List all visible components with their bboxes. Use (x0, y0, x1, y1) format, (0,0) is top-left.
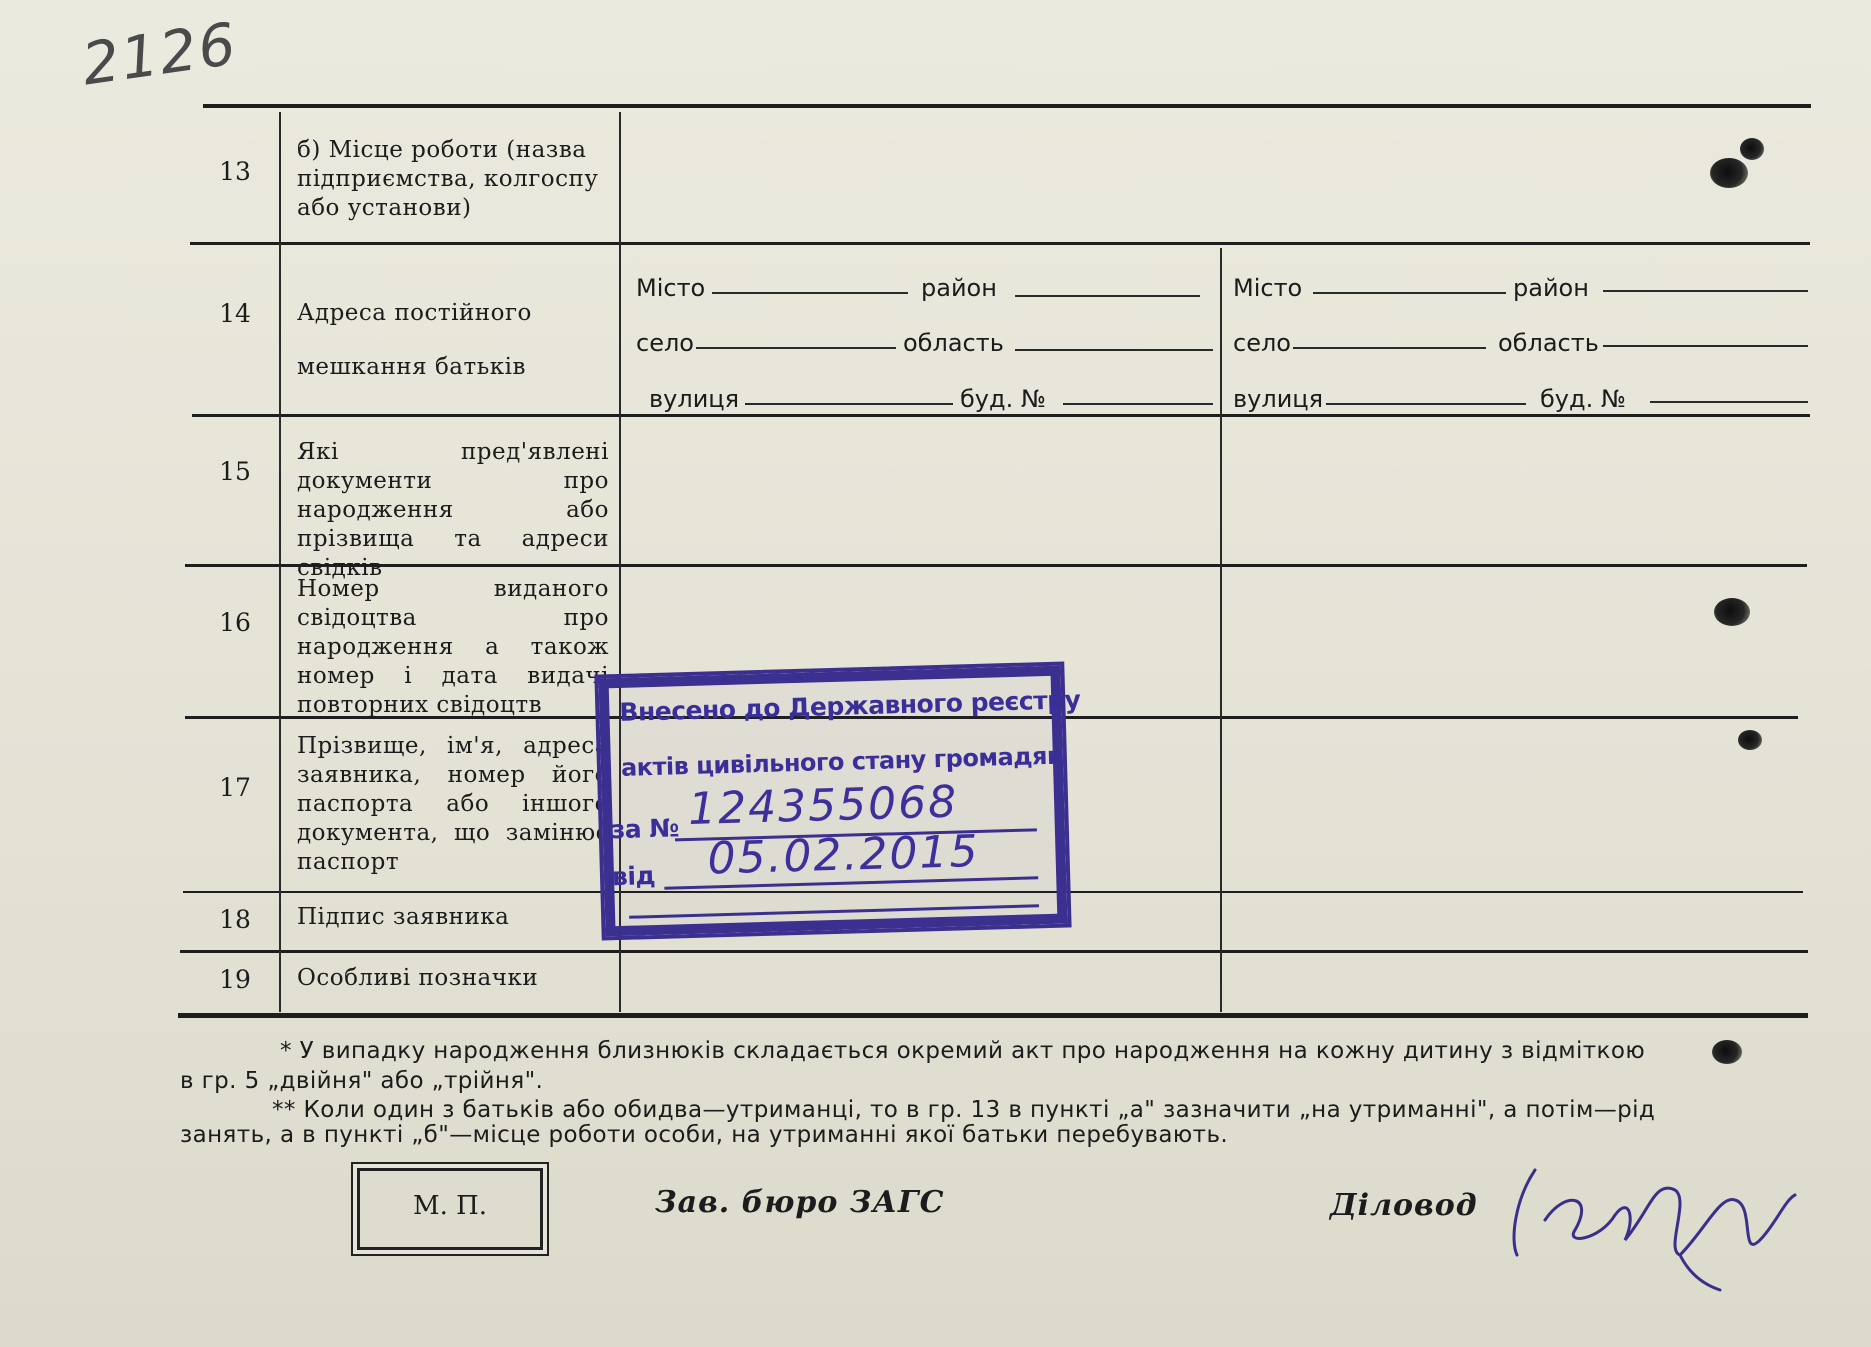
archive-number: 2126 (78, 9, 242, 99)
village-underline (1293, 347, 1486, 349)
district-underline (1015, 295, 1200, 297)
column-rule (1220, 248, 1222, 1012)
stamp-date: 05.02.2015 (706, 825, 981, 885)
village-label: село (636, 329, 694, 357)
row-number: 18 (219, 905, 251, 934)
row-label-certificate: Номер виданого свідоцтва про народження а також номер і дата видачі повторних свідоцтв (297, 576, 609, 718)
clerk-signature (1505, 1160, 1805, 1300)
building-underline (1650, 401, 1808, 403)
row-number: 13 (219, 157, 251, 186)
street-label: вулиця (649, 385, 740, 413)
district-underline (1603, 290, 1808, 292)
table-bottom-rule (178, 1013, 1808, 1018)
city-label: Місто (1233, 274, 1303, 302)
district-label: район (921, 274, 997, 302)
row-number: 17 (219, 773, 251, 802)
row-number: 19 (219, 965, 251, 994)
row-label-signature: Підпис заявника (297, 904, 510, 930)
village-underline (696, 347, 896, 349)
stamp-bottom-rule (629, 904, 1039, 918)
stamp-line-1: Внесено до Державного реєстру (619, 685, 1081, 727)
street-underline (1326, 403, 1526, 405)
punch-hole (1714, 598, 1750, 626)
stamp-line-2: актів цивільного стану громадян (620, 741, 1064, 782)
row-rule (180, 950, 1808, 953)
stamp-number-prefix: за № (610, 813, 680, 845)
row-label-notes: Особливі позначки (297, 965, 539, 991)
row-number: 15 (219, 457, 251, 486)
building-underline (1063, 403, 1213, 405)
region-label: область (1498, 329, 1599, 357)
punch-hole (1710, 158, 1748, 188)
stamp-registry-number: 124355068 (687, 776, 959, 836)
seal-label: М. П. (412, 1191, 488, 1221)
footnote-2-line-1: ** Коли один з батьків або обидва—утриманці, то в гр. 13 в пункті „а" зазначити „на утриманні", а потім—рід (272, 1097, 1656, 1123)
footnote-2-line-2: занять, а в пункті „б"—місце роботи особи, на утриманні якої батьки перебувають. (180, 1122, 1229, 1148)
registry-stamp (594, 661, 1081, 940)
row-number: 16 (219, 608, 251, 637)
table-top-rule (203, 104, 1811, 108)
seal-box (357, 1168, 543, 1250)
footnote-1-line-1: * У випадку народження близнюків складається окремий акт про народження на кожну дитину з відміткою (280, 1038, 1646, 1064)
row-label-workplace: б) Місце роботи (назва підприємства, колгоспу або установи) (297, 137, 599, 221)
stamp-date-prefix: від (611, 861, 656, 892)
row-number: 14 (219, 299, 251, 328)
village-label: село (1233, 329, 1291, 357)
row-rule (192, 414, 1810, 417)
punch-hole (1738, 730, 1762, 750)
punch-hole (1712, 1040, 1742, 1064)
footnote-1-line-2: в гр. 5 „двійня" або „трійня". (180, 1068, 544, 1094)
row-rule (190, 242, 1810, 245)
region-underline (1015, 349, 1213, 351)
row-label-applicant: Прізвище, ім'я, адреса заявника, номер його паспорта або іншого документа, що замінює паспорт (297, 733, 609, 875)
head-of-registry-label: Зав. бюро ЗАГС (655, 1185, 945, 1220)
punch-hole (1740, 138, 1764, 160)
column-rule (279, 112, 281, 1012)
building-label: буд. № (1540, 385, 1626, 413)
region-label: область (903, 329, 1004, 357)
row-label-address: Адреса постійного мешкання батьків (297, 300, 532, 380)
street-underline (745, 403, 953, 405)
region-underline (1603, 345, 1808, 347)
clerk-label: Діловод (1330, 1188, 1478, 1223)
district-label: район (1513, 274, 1589, 302)
city-underline (712, 292, 908, 294)
city-label: Місто (636, 274, 706, 302)
city-underline (1313, 292, 1506, 294)
building-label: буд. № (960, 385, 1046, 413)
street-label: вулиця (1233, 385, 1324, 413)
row-label-documents: Які пред'явлені документи про народження або прізвища та адреси свідків (297, 439, 609, 581)
